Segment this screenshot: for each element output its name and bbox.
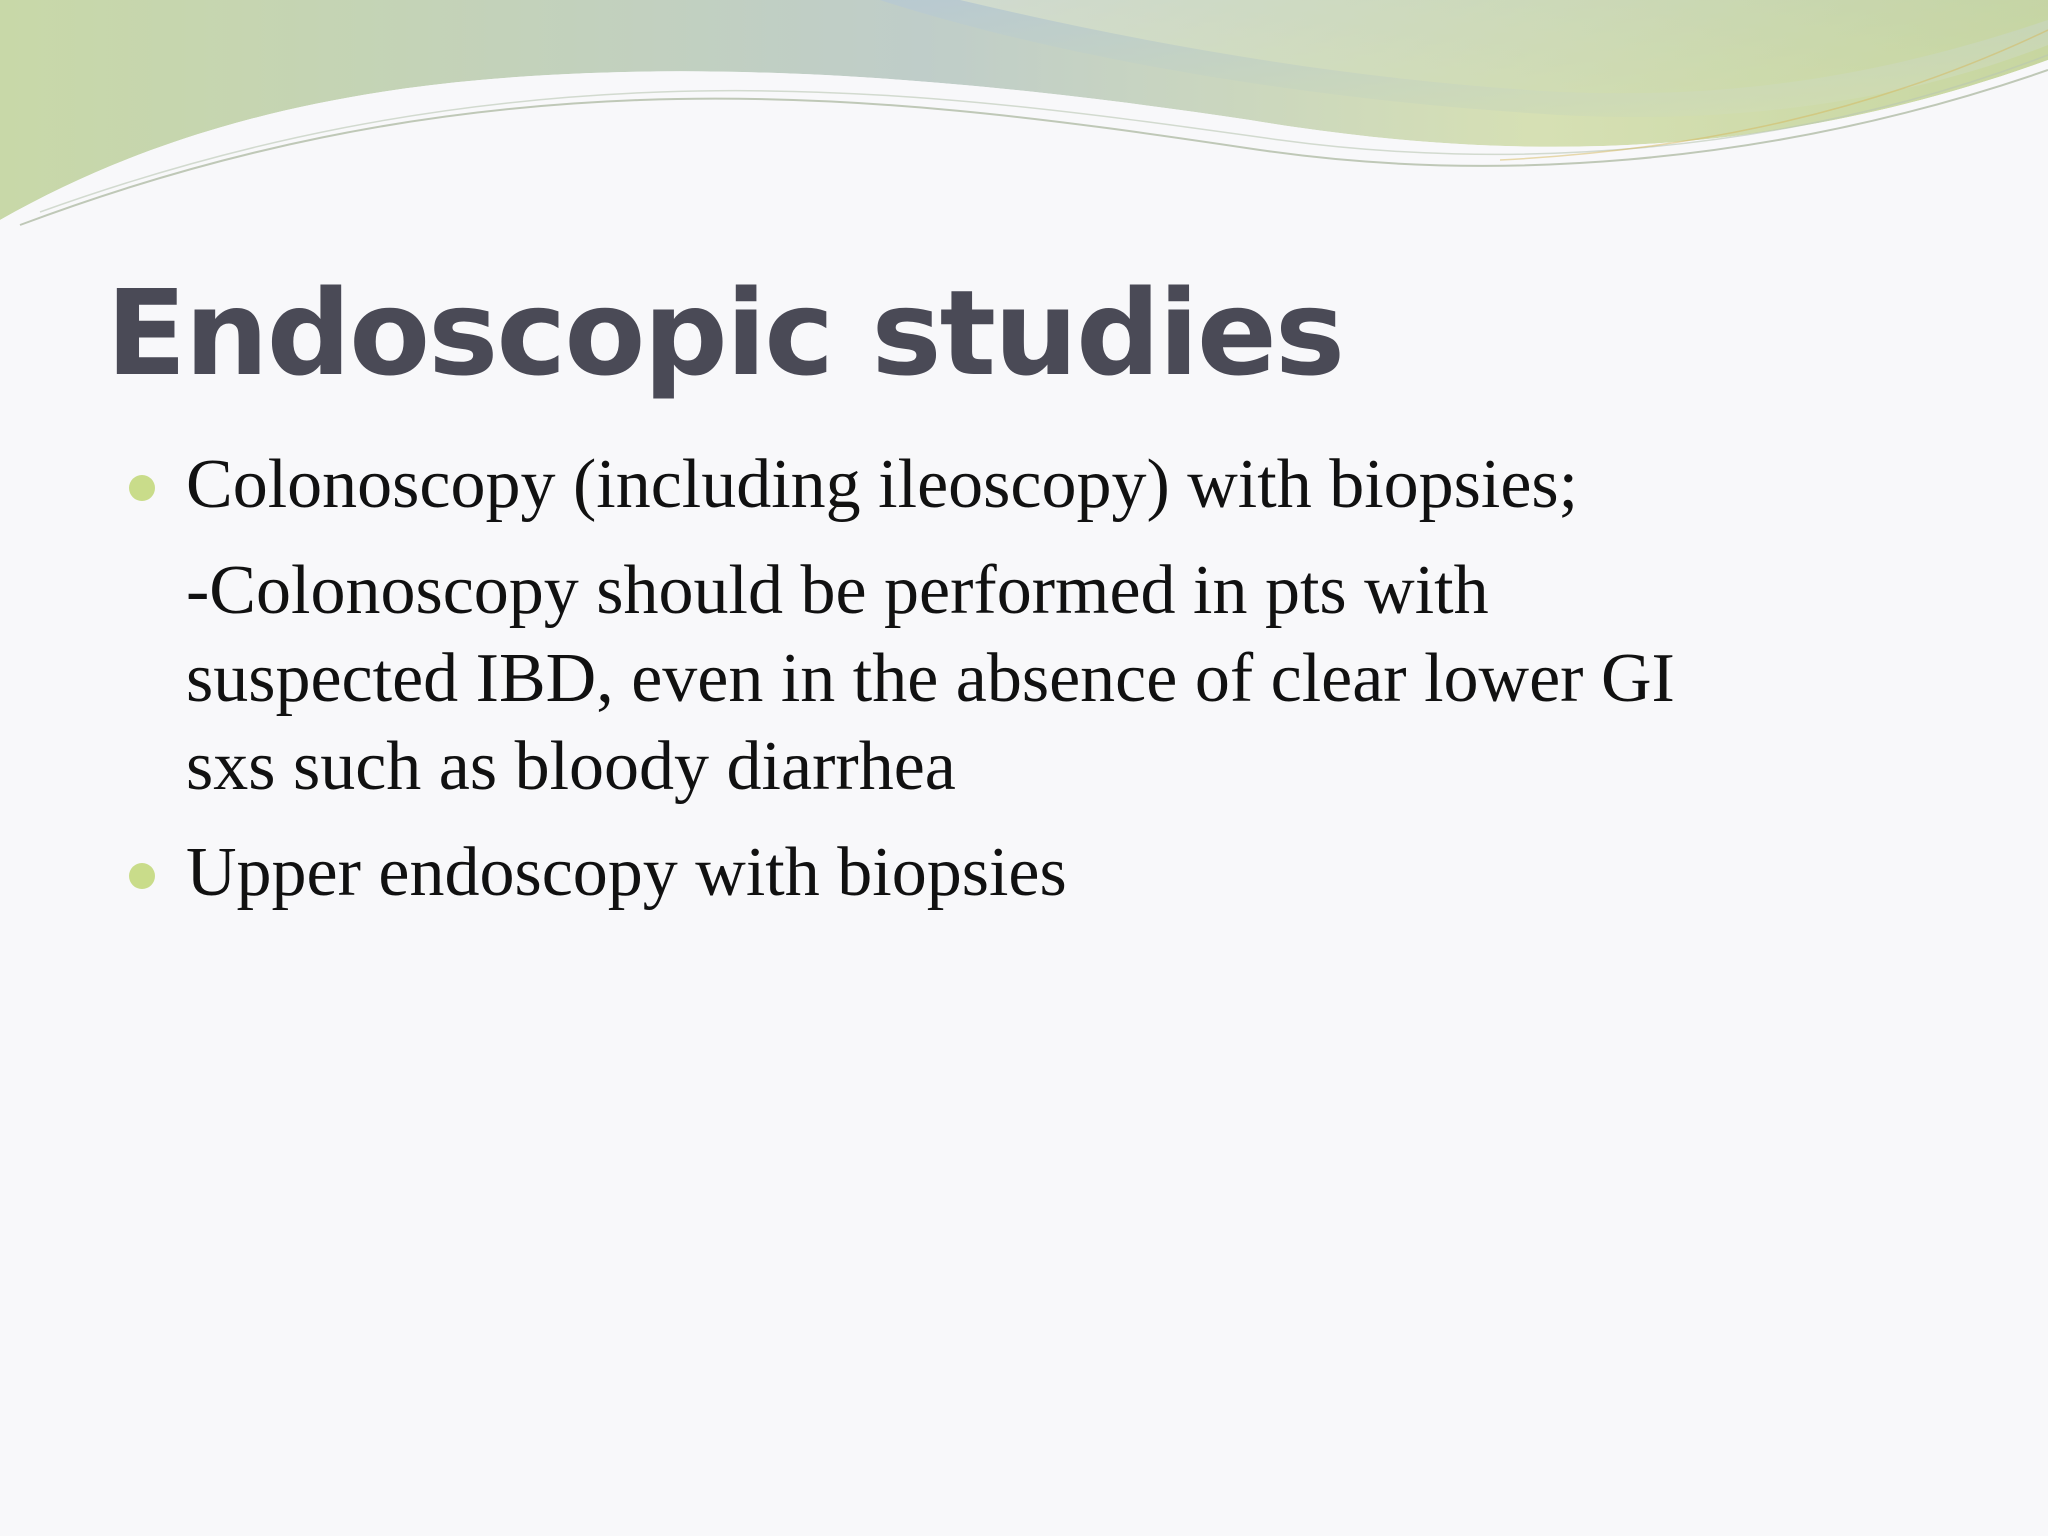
header-wave-decoration — [0, 0, 2048, 240]
bullet-text: Colonoscopy (including ileoscopy) with biopsies; — [186, 446, 1579, 523]
sub-line: sxs such as bloody diarrhea — [186, 728, 956, 805]
slide-title: Endoscopic studies — [106, 264, 1344, 402]
bullet-marker-icon — [129, 475, 155, 501]
sub-line: -Colonoscopy should be performed in pts with — [186, 552, 1489, 629]
bullet-marker-icon — [129, 863, 155, 889]
bullet-text: Upper endoscopy with biopsies — [186, 834, 1067, 911]
sub-line: suspected IBD, even in the absence of clear lower GI — [186, 640, 1675, 717]
